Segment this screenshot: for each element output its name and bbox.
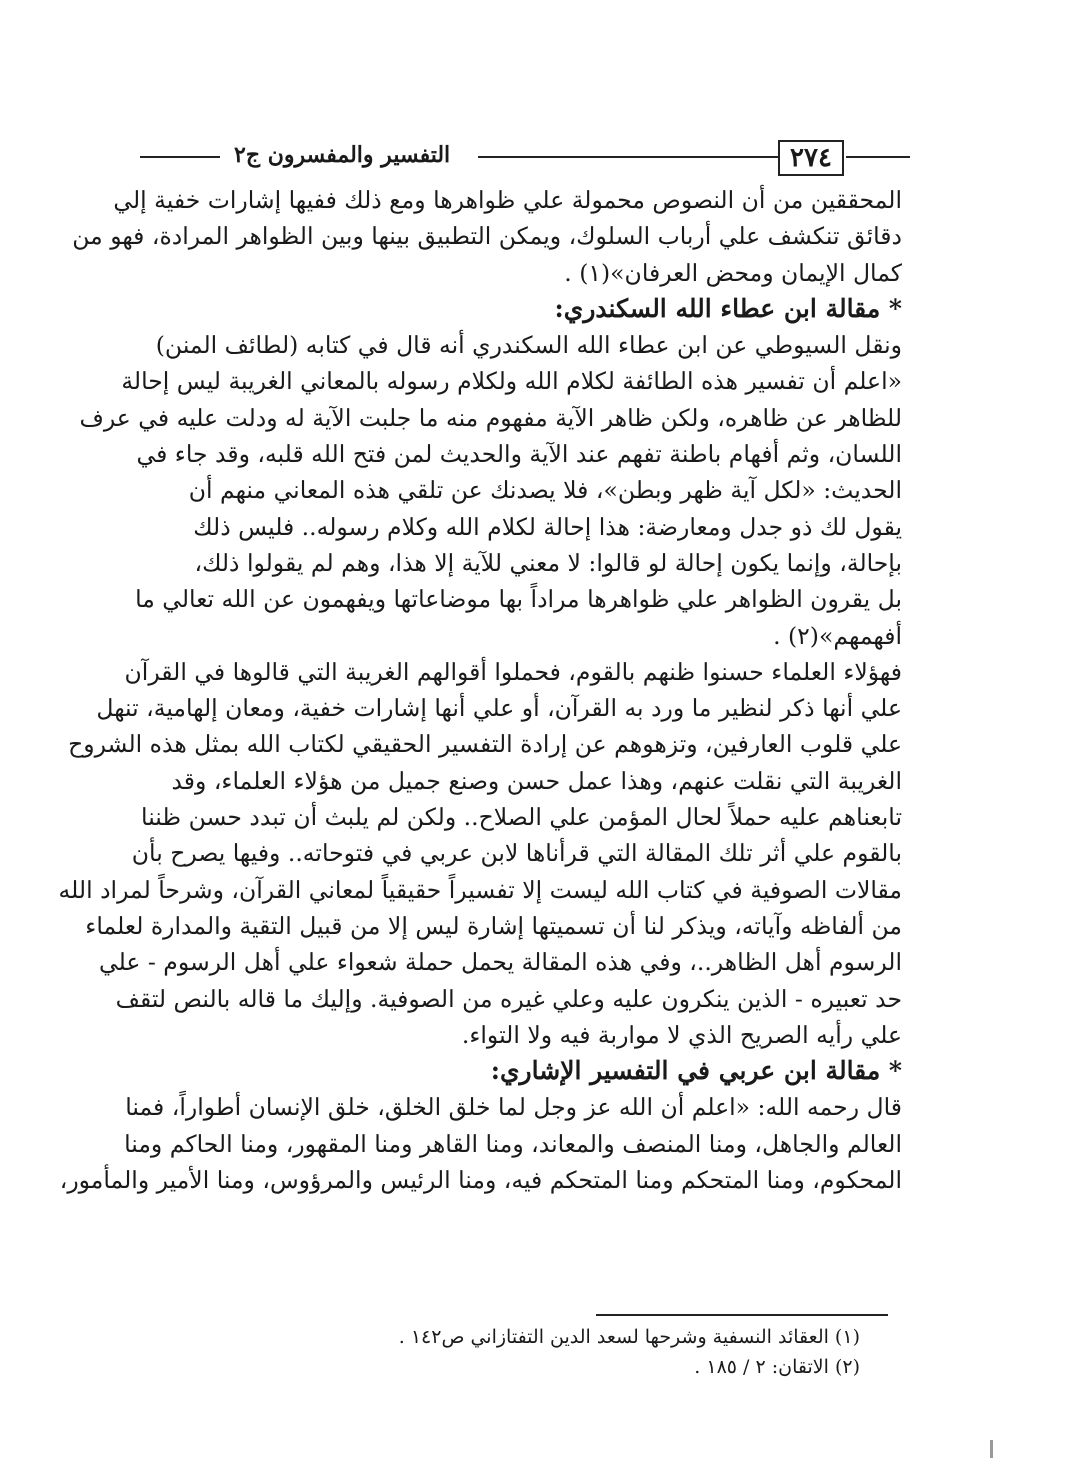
scan-mark (990, 1440, 993, 1458)
text-line: دقائق تنكشف علي أرباب السلوك، ويمكن التطبيق بينها وبين الظواهر المرادة، فهو من (72, 222, 902, 251)
text-line: تابعناهم عليه حملاً لحال المؤمن علي الصلاح.. ولكن لم يلبث أن تبدد حسن ظننا (141, 803, 902, 832)
text-line: «اعلم أن تفسير هذه الطائفة لكلام الله ولكلام رسوله بالمعاني الغريبة ليس إحالة (121, 367, 902, 396)
text-line: الرسوم أهل الظاهر..، وفي هذه المقالة يحمل حملة شعواء علي أهل الرسوم - علي (99, 948, 902, 977)
text-line: ونقل السيوطي عن ابن عطاء الله السكندري أنه قال في كتابه (لطائف المنن) (155, 331, 902, 360)
text-line: كمال الإيمان ومحض العرفان»(١) . (564, 258, 902, 287)
page-number: ٢٧٤ (778, 140, 844, 176)
text-line: العالم والجاهل، ومنا المنصف والمعاند، ومنا القاهر ومنا المقهور، ومنا الحاكم ومنا (124, 1129, 902, 1158)
footnote-1: (١) العقائد النسفية وشرحها لسعد الدين التفتازاني ص١٤٢ . (398, 1326, 860, 1348)
text-line: حد تعبيره - الذين ينكرون عليه وعلي غيره من الصوفية. وإليك ما قاله بالنص لتقف (115, 984, 902, 1013)
text-line: قال رحمه الله: «اعلم أن الله عز وجل لما خلق الخلق، خلق الإنسان أطواراً، فمنا (125, 1093, 902, 1122)
text-line: المحققين من أن النصوص محمولة علي ظواهرها ومع ذلك ففيها إشارات خفية إلي (113, 186, 902, 214)
text-line: من ألفاظه وآياته، ويذكر لنا أن تسميتها إشارة ليس إلا من قبيل التقية والمدارة لعلماء (85, 911, 902, 940)
header-rule-left (140, 156, 220, 158)
footnote-2: (٢) الاتقان: ٢ / ١٨٥ . (694, 1356, 860, 1378)
text-line: أفهمهم»(٢) . (773, 621, 902, 650)
header-rule-right (846, 156, 910, 158)
section-heading-ibn-arabi: * مقالة ابن عربي في التفسير الإشاري: (490, 1056, 902, 1086)
text-line: اللسان، وثم أفهام باطنة تفهم عند الآية والحديث لمن فتح الله قلبه، وقد جاء في (136, 440, 902, 469)
text-line: للظاهر عن ظاهره، ولكن ظاهر الآية مفهوم منه ما جلبت الآية له ودلت عليه في عرف (79, 403, 902, 432)
header-rule-middle (478, 156, 778, 158)
running-header (140, 138, 910, 178)
text-line: علي أنها ذكر لنظير ما ورد به القرآن، أو علي أنها إشارات خفية، ومعان إلهامية، تنهل (96, 694, 902, 723)
text-line: المحكوم، ومنا المتحكم ومنا المتحكم فيه، ومنا الرئيس والمرؤوس، ومنا الأمير والمأمور، (59, 1166, 902, 1195)
text-line: بالقوم علي أثر تلك المقالة التي قرأناها لابن عربي في فتوحاته.. وفيها يصرح بأن (131, 839, 902, 868)
text-line: مقالات الصوفية في كتاب الله ليست إلا تفسيراً حقيقياً لمعاني القرآن، وشرحاً لمراد الله (58, 875, 902, 904)
text-line: بإحالة، وإنما يكون إحالة لو قالوا: لا معني للآية إلا هذا، وهم لم يقولوا ذلك، (194, 548, 902, 577)
text-line: فهؤلاء العلماء حسنوا ظنهم بالقوم، فحملوا أقوالهم الغريبة التي قالوها في القرآن (124, 657, 902, 686)
section-heading-ibn-ataillah: * مقالة ابن عطاء الله السكندري: (554, 293, 902, 323)
text-line: علي رأيه الصريح الذي لا مواربة فيه ولا التواء. (461, 1020, 902, 1049)
body-text (58, 182, 902, 1198)
text-line: علي قلوب العارفين، وتزهوهم عن إرادة التفسير الحقيقي لكتاب الله بمثل هذه الشروح (68, 730, 902, 759)
text-line: بل يقرون الظواهر علي ظواهرها مراداً بها موضاعاتها ويفهمون عن الله تعالي ما (135, 585, 902, 614)
footnote-separator (596, 1314, 888, 1316)
book-title: التفسير والمفسرون ج٢ (228, 142, 456, 168)
text-line: الغريبة التي نقلت عنهم، وهذا عمل حسن وصنع جميل من هؤلاء العلماء، وقد (171, 766, 902, 795)
text-line: يقول لك ذو جدل ومعارضة: هذا إحالة لكلام الله وكلام رسوله.. فليس ذلك (193, 512, 902, 541)
text-line: الحديث: «لكل آية ظهر وبطن»، فلا يصدنك عن تلقي هذه المعاني منهم أن (188, 476, 902, 505)
